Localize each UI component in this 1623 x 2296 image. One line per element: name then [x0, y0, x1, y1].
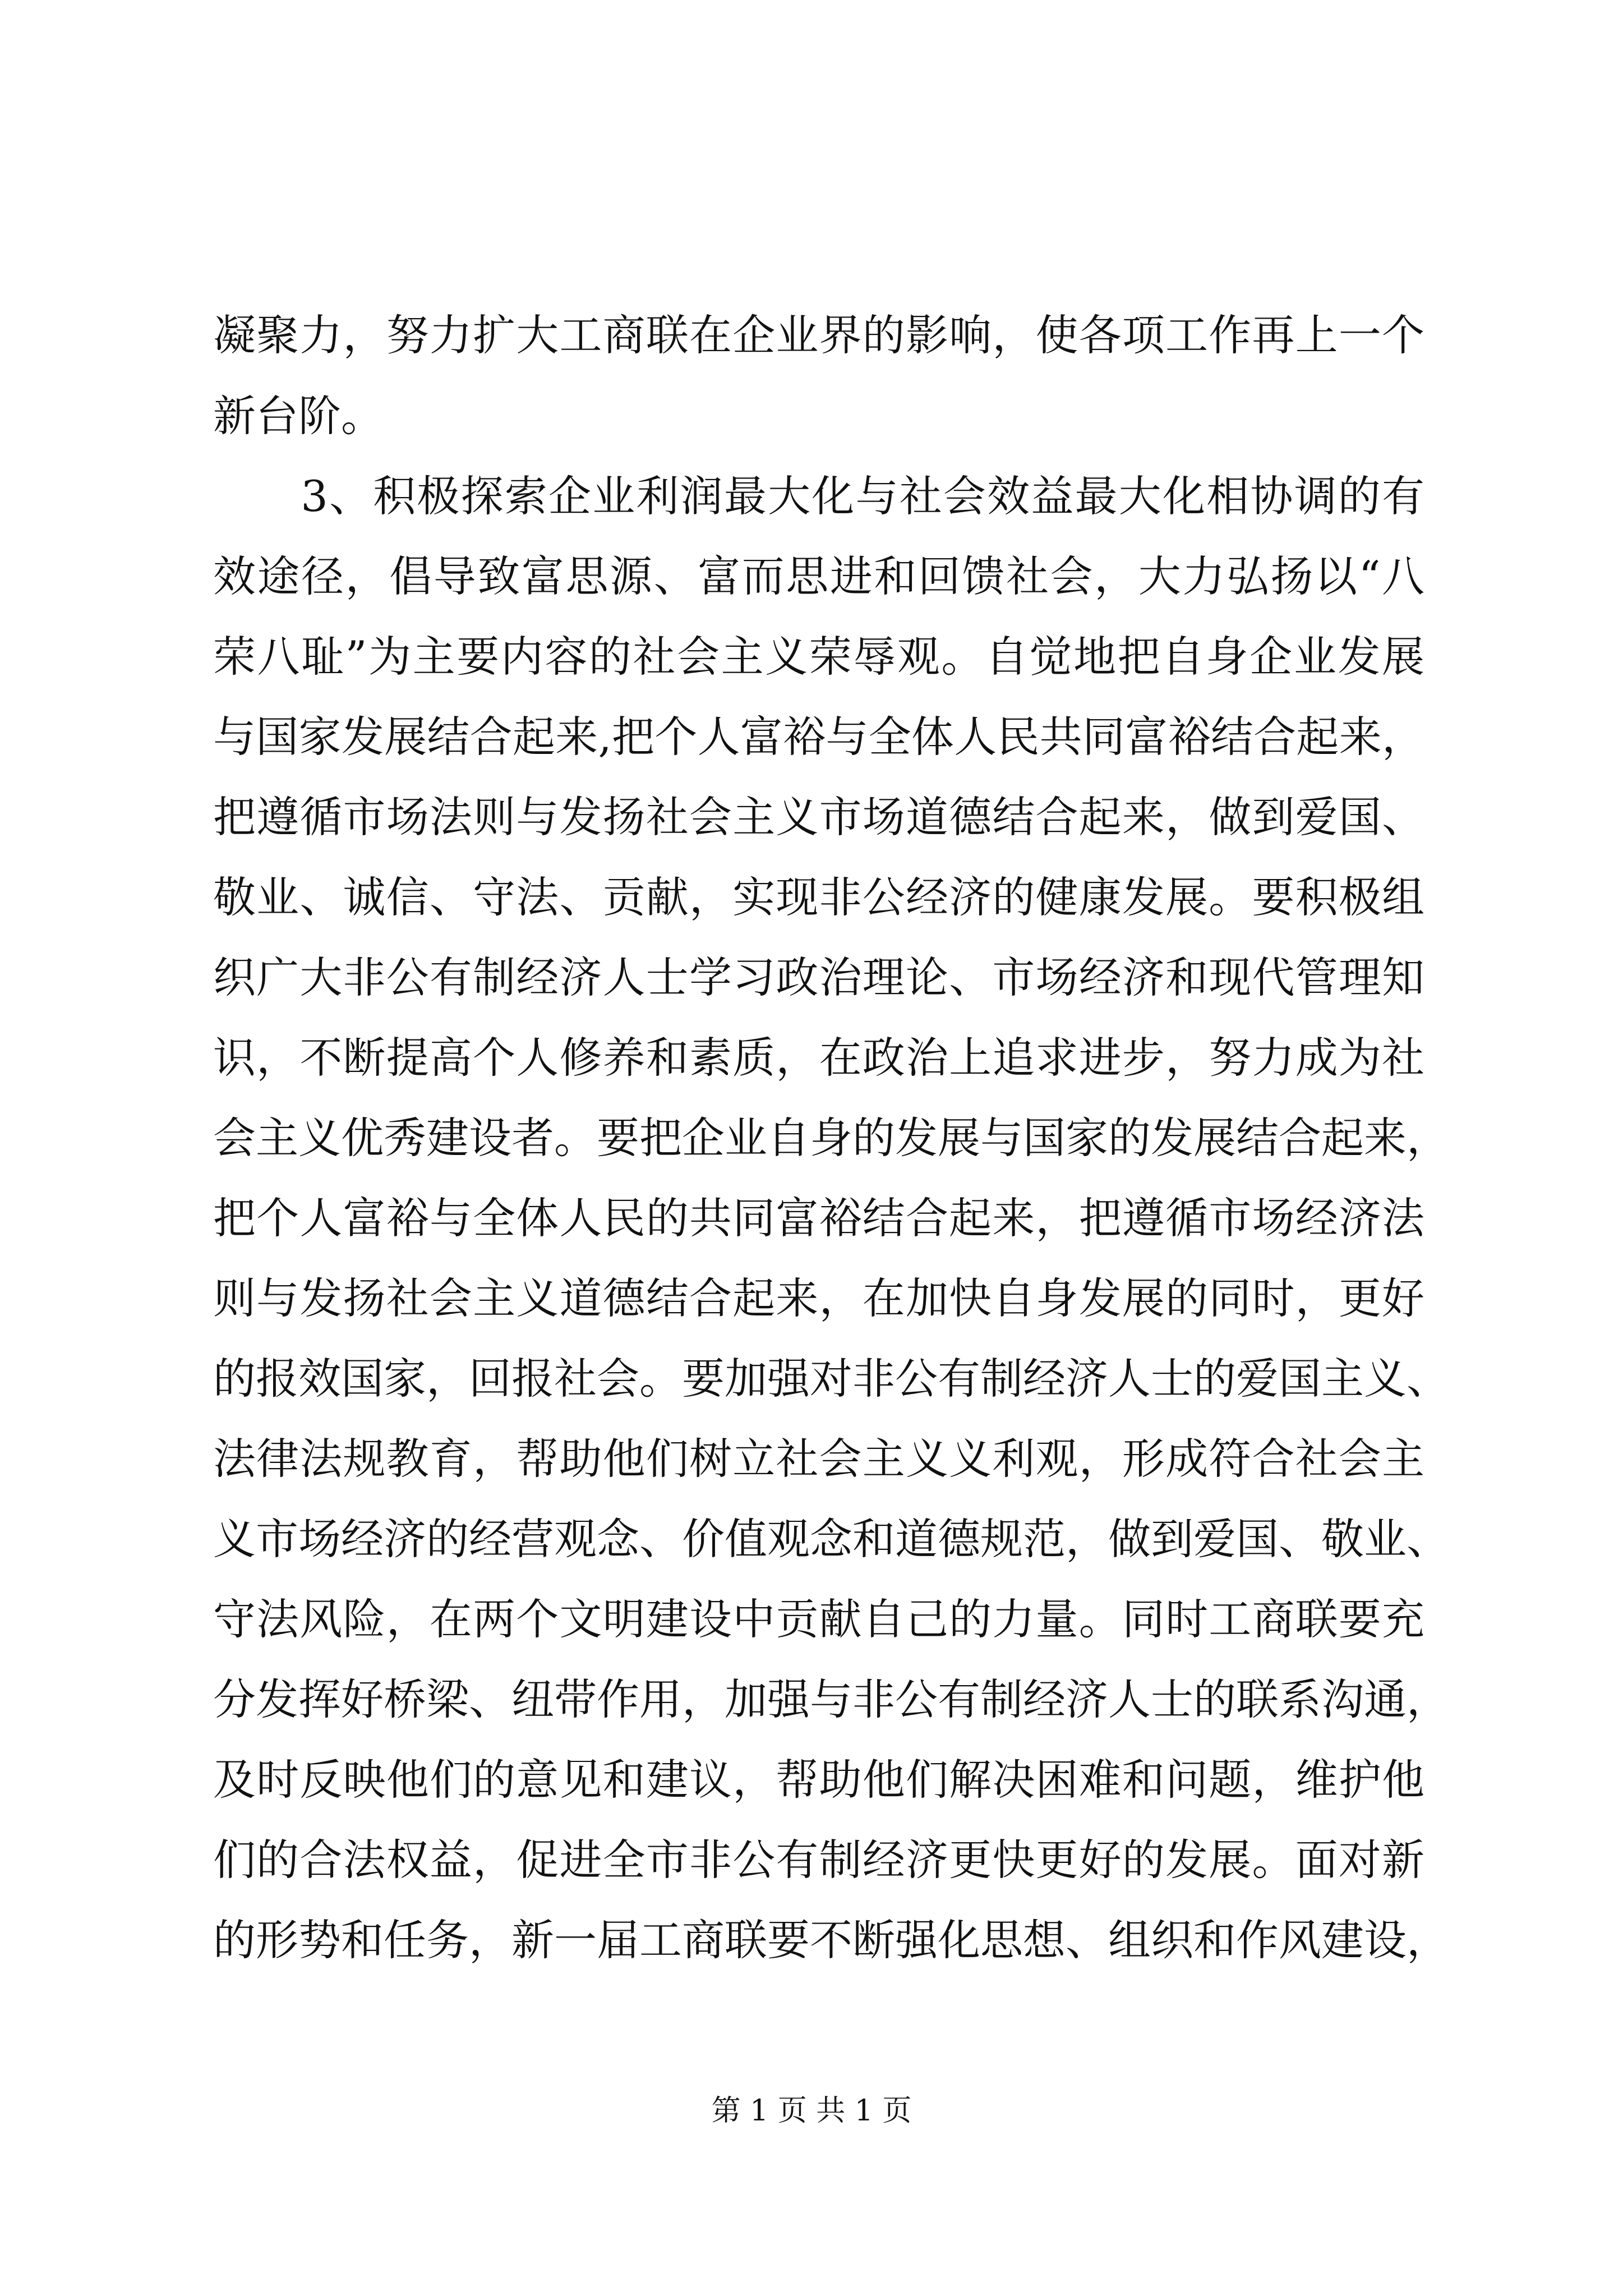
text-line: 敬业、诚信、守法、贡献，实现非公经济的健康发展。要积极组 [213, 872, 1424, 922]
text-line: 把个人富裕与全体人民的共同富裕结合起来，把遵循市场经济法 [213, 1193, 1424, 1243]
text-line: 识，不断提高个人修养和素质，在政治上追求进步，努力成为社 [213, 1033, 1424, 1083]
text-line: 则与发扬社会主义道德结合起来，在加快自身发展的同时，更好 [213, 1273, 1424, 1323]
text-line: 法律法规教育，帮助他们树立社会主义义利观，形成符合社会主 [213, 1434, 1424, 1484]
text-line: 与国家发展结合起来,把个人富裕与全体人民共同富裕结合起来， [213, 712, 1424, 762]
text-line: 织广大非公有制经济人士学习政治理论、市场经济和现代管理知 [213, 953, 1424, 1002]
text-line: 效途径，倡导致富思源、富而思进和回馈社会，大力弘扬以“八 [213, 551, 1424, 601]
text-line: 荣八耻”为主要内容的社会主义荣辱观。自觉地把自身企业发展 [213, 632, 1424, 682]
text-line: 们的合法权益，促进全市非公有制经济更快更好的发展。面对新 [213, 1835, 1424, 1885]
text-line: 会主义优秀建设者。要把企业自身的发展与国家的发展结合起来， [213, 1113, 1449, 1163]
page-number-footer: 第 1 页 共 1 页 [711, 2094, 912, 2128]
text-line: 分发挥好桥梁、纽带作用，加强与非公有制经济人士的联系沟通， [213, 1674, 1449, 1724]
text-line: 的报效国家，回报社会。要加强对非公有制经济人士的爱国主义、 [213, 1354, 1449, 1404]
text-line: 及时反映他们的意见和建议，帮助他们解决困难和问题，维护他 [213, 1755, 1424, 1805]
text-line: 义市场经济的经营观念、价值观念和道德规范，做到爱国、敬业、 [213, 1514, 1449, 1564]
text-line: 把遵循市场法则与发扬社会主义市场道德结合起来，做到爱国、 [213, 792, 1424, 842]
text-line: 3、积极探索企业利润最大化与社会效益最大化相协调的有 [213, 471, 1424, 521]
text-line: 守法风险，在两个文明建设中贡献自己的力量。同时工商联要充 [213, 1594, 1424, 1644]
text-line: 的形势和任务，新一届工商联要不断强化思想、组织和作风建设， [213, 1915, 1449, 1965]
text-line: 新台阶。 [213, 391, 384, 441]
text-line: 凝聚力，努力扩大工商联在企业界的影响，使各项工作再上一个 [213, 310, 1424, 360]
